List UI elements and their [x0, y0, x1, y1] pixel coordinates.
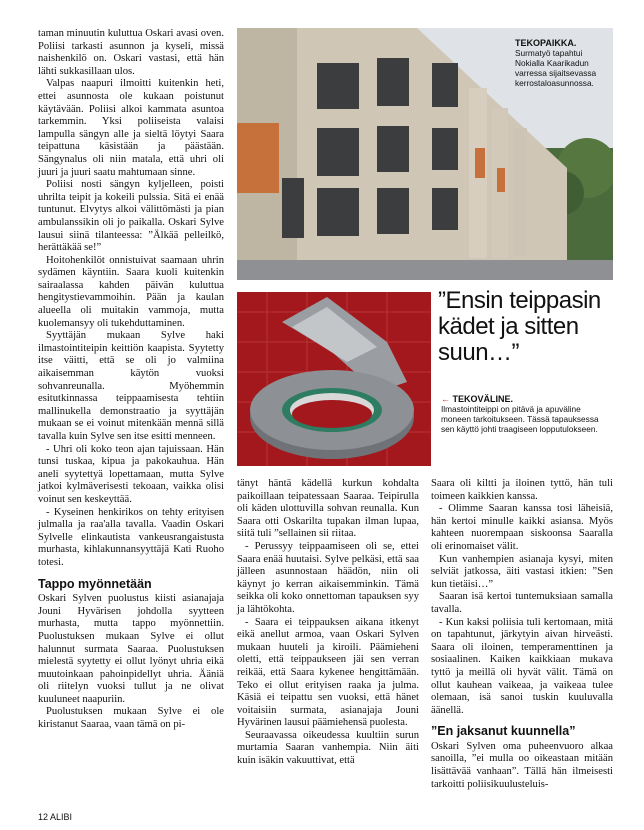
- article-column-2: [237, 478, 419, 768]
- paragraph: - Saara ei teippauksen aikana itkenyt eikä anellut armoa, vaan Oskari Sylven mukaan huuteli ja kiroili. Päämieheni oletti, että teippaukseen jäi sen verran reikää, että Saara kykenee hengittämään. Teko ei ollut erityisen raaka ja julma. Käsiä ei teipattu sen vuoksi, että hänet voitaisiin surmata, asianajaja Jouni Hyvärinen lausui päämiehensä puolesta.: [237, 616, 419, 729]
- caption-text: Ilmastointiteippi on pitävä ja apuväline moneen tarkoitukseen. Tässä tapauksessa sen käyttö johti traagiseen lopputulokseen.: [441, 404, 599, 434]
- tape-photo: [237, 292, 431, 466]
- caption-title: TEKOVÄLINE.: [452, 394, 514, 404]
- paragraph: - Olimme Saaran kanssa tosi läheisiä, hän kertoi minulle kaikki asiansa. Myös kahteen nuorempaan siskoonsa Saaralla oli erinomaiset välit.: [431, 503, 613, 552]
- article-column-1: [38, 28, 224, 732]
- paragraph: - Kyseinen henkirikos on tehty erityisen julmalla ja raa'alla tavalla. Vaadin Oskari Sylvelle elinkautista vankeusrangaistusta murhasta, kihlakunnansyyttäjä Kati Ruoho totesi.: [38, 506, 224, 568]
- paragraph: Valpas naapuri ilmoitti kuitenkin heti, ettei asunnosta ole kukaan poistunut käytävään. Poliisi alkoi kammata asuntoa tarkemmin. Yksi poliiseista valaisi lampulla sängyn alle ja sieltä löytyi Saara teipattuna käsistään ja päästään. Sängynalus oli niin matala, että uhri oli juuri ja juuri saatu mahtumaan sinne.: [38, 78, 224, 178]
- paragraph: - Kun kaksi poliisia tuli kertomaan, mitä on tapahtunut, järkytyin aivan hirveästi. Saara oli iloinen, temperamenttinen ja sosiaalinen. Kaiken kaikkiaan mukava tyttö ja meillä oli hyvät välit. Tämä on ollut kauhean vaikeaa, ja vaikeaa tulee olemaan, isä sanoi tuskin kuuluvalla äänellä.: [431, 616, 613, 716]
- paragraph: - Perussyy teippaamiseen oli se, ettei Saara enää huutaisi. Sylve pelkäsi, että saa jälleen asunnostaan häädön, niin oli käynyt jo kerran aikaisemminkin. Tämä seikka oli koko onnettoman tapauksen syy ja lähtökohta.: [237, 540, 419, 615]
- paragraph: Oskari Sylven puolustus kiisti asianajaja Jouni Hyvärisen johdolla syytteen murhasta, mutta tappo myönnettiin. Puolustuksen mukaan Sylve ei ollut halunnut surmata Saaraa. Puolustuksen mielestä syytetty ei ollut lyönyt uhria eikä muutoinkaan pahoinpidellyt uhria. Ääniä oli riitelyn vuoksi tullut ja ne olivat kuuluneet naapuriin.: [38, 593, 224, 705]
- page-footer: 12 ALIBI: [38, 812, 73, 822]
- caption-title: TEKOPAIKKA.: [515, 38, 577, 48]
- house-photo-caption: [515, 38, 613, 88]
- paragraph: tänyt häntä kädellä kurkun kohdalta paikoillaan teipatessaan Saaraa. Teipirulla oli käden ulottuvilla sohvan reunalla. Kun Saara otti Oskarilta tupakan ilman lupaa, siitä tuli ”sellainen sii riitaa.: [237, 478, 419, 540]
- article-column-3: [431, 478, 613, 791]
- arrow-left-icon: ←: [441, 394, 450, 404]
- subheading-tappo: Tappo myönnetään: [38, 576, 152, 591]
- paragraph: Saaran isä kertoi tuntemuksiaan samalla tavalla.: [431, 591, 613, 615]
- tape-photo-caption: [441, 394, 611, 434]
- subheading-en-jaksanut: ”En jaksanut kuunnella”: [431, 724, 576, 739]
- pull-quote: ”Ensin teippasin kädet ja sitten suun…”: [438, 287, 601, 366]
- paragraph: Oskari Sylven oma puheenvuoro alkaa sanoilla, ”ei mulla oo oikeastaan mitään lisättävää vanhaan”. Tällä hän ilmeisesti tarkoitti poliisikuulusteluis-: [431, 740, 613, 790]
- paragraph: Seuraavassa oikeudessa kuultiin surun murtamia Saaran vanhempia. Niin äiti kuin isäkin vakuuttivat, että: [237, 729, 419, 767]
- paragraph: taman minuutin kuluttua Oskari avasi oven. Poliisi tarkasti asunnon ja kyseli, missä naishenkilö on. Oskari vastasi, että hän lähti sukkasillaan ulos.: [38, 28, 224, 77]
- caption-title-line: [441, 394, 611, 404]
- paragraph: Syyttäjän mukaan Sylve haki ilmastointiteipin keittiön kaapista. Syytetty itse väitti, että se oli jo valmiina aikaisemman käytön vuoksi sohvanreunalla. Myöhemmin esitutkinnassa teippaamisesta tehtiin mallinukella demonstraatio ja syyttäjän mukaan se ei voinut mitenkään mennä sillä tavalla kuin Sylve sen itse esitti menneen.: [38, 330, 224, 442]
- duct-tape-image: [237, 292, 431, 466]
- paragraph: Puolustuksen mukaan Sylve ei ole kiristanut Saaraa, vaan tämä on pi-: [38, 706, 224, 731]
- paragraph: Poliisi nosti sängyn kyljelleen, poisti uhrilta teipit ja kokeili pulssia. Sitä ei enää tuntunut. Elvytys alkoi välittömästi ja pian ambulanssikin oli jo paikalla. Oskari Sylve lausui siinä tilanteessa: ”Älkää pelleilkö, herättäkää se!”: [38, 179, 224, 254]
- paragraph: Kun vanhempien asianaja kysyi, miten selviät jatkossa, äiti vastasi itkien: ”Sen kun tietäisi…”: [431, 553, 613, 590]
- paragraph: Saara oli kiltti ja iloinen tyttö, hän tuli toimeen kaikkien kanssa.: [431, 478, 613, 502]
- caption-text: Surmatyö tapahtui Nokialla Kaarikadun varressa sijaitsevassa kerrostaloasunnossa.: [515, 48, 597, 88]
- paragraph: - Uhri oli koko teon ajan tajuissaan. Hän tunsi tuskaa, kipua ja pakokauhua. Hän aneli syytettyä lopettamaan, mutta Sylve jatkoi kylmäverisesti tekoaan, vaikka olisi voinut sen keskeyttää.: [38, 443, 224, 505]
- paragraph: Hoitohenkilöt onnistuivat saamaan uhrin sydämen käyntiin. Saara kuoli kuitenkin sairaalassa kahden päivän kuluttua hengitystievammoihin. Pään ja kaulan alueella oli muitakin vammoja, mutta kuolemansyy oli tukehduttaminen.: [38, 254, 224, 329]
